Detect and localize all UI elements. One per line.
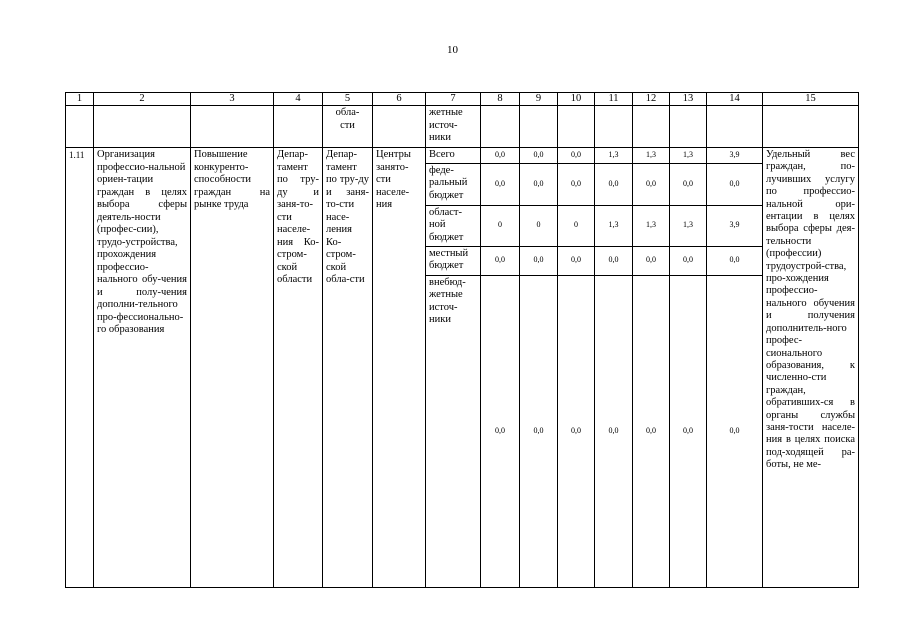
empty-cell	[274, 106, 323, 148]
value-cell: 0,0	[558, 246, 595, 275]
value-cell: 0,0	[633, 275, 670, 587]
header-cell: 8	[481, 93, 520, 106]
header-cell: 9	[520, 93, 558, 106]
header-cell: 10	[558, 93, 595, 106]
page-number: 10	[447, 44, 458, 56]
value-cell: 0,0	[595, 275, 633, 587]
value-cell: 0,0	[558, 275, 595, 587]
value-cell: 0,0	[481, 275, 520, 587]
event-cell: Организация профессио-нальной ориен-тации граждан в целях выбора сферы деятель-ности (профес-сии), трудо-устройства, прохождения профессио-нального обу-чения и полу-чения дополни-тельного про-фессионально-го образования	[94, 148, 191, 588]
value-cell: 0,0	[481, 148, 520, 164]
indicator-cell: Удельный вес граждан, по-лучивших услугу по профессио-нальной ори-ентации в целях выбора сферы дея-тельности (профессии) трудоустрой-ства, про-хождения профессио-нального обучения и получения дополнитель-ного профес-сионального образования, к численно-сти граждан, обративших-ся в органы службы заня-тости населе-ния в целях поиска под-ходящей ра-боты, не ме-	[763, 148, 859, 588]
header-row	[66, 93, 859, 106]
continuation-col5: обла- сти	[323, 106, 373, 148]
value-cell: 1,3	[633, 148, 670, 164]
value-cell: 1,3	[670, 205, 707, 246]
program-table	[65, 92, 859, 588]
continuation-col7: жетные источ- ники	[426, 106, 481, 148]
header-cell: 13	[670, 93, 707, 106]
value-cell: 0,0	[707, 246, 763, 275]
executor-cell: Депар-тамент по тру-ду и заня-то-сти населе-ния Ко-стром-ской области	[274, 148, 323, 588]
header-cell: 4	[274, 93, 323, 106]
header-cell: 1	[66, 93, 94, 106]
value-cell: 0,0	[520, 148, 558, 164]
value-cell: 0,0	[670, 246, 707, 275]
header-cell: 14	[707, 93, 763, 106]
value-cell: 0,0	[595, 163, 633, 205]
source-name: местный бюджет	[426, 246, 481, 275]
table-row	[66, 148, 859, 164]
value-cell: 0,0	[558, 163, 595, 205]
value-cell: 1,3	[595, 205, 633, 246]
value-cell: 0,0	[707, 275, 763, 587]
header-cell: 2	[94, 93, 191, 106]
header-cell: 5	[323, 93, 373, 106]
value-cell: 0,0	[481, 163, 520, 205]
source-name: Всего	[426, 148, 481, 164]
participants-cell: Центры занято-сти населе-ния	[373, 148, 426, 588]
empty-cell	[94, 106, 191, 148]
source-name: феде-ральный бюджет	[426, 163, 481, 205]
source-name: област-ной бюджет	[426, 205, 481, 246]
value-cell: 0,0	[633, 163, 670, 205]
value-cell: 0	[558, 205, 595, 246]
value-cell: 0	[520, 205, 558, 246]
value-cell: 0,0	[670, 275, 707, 587]
value-cell: 1,3	[595, 148, 633, 164]
value-cell: 0,0	[520, 163, 558, 205]
row-number: 1.11	[66, 148, 94, 588]
header-cell: 7	[426, 93, 481, 106]
value-cell: 0,0	[520, 275, 558, 587]
empty-cell	[66, 106, 94, 148]
header-cell: 15	[763, 93, 859, 106]
value-cell: 0	[481, 205, 520, 246]
value-cell: 3,9	[707, 205, 763, 246]
value-cell: 0,0	[558, 148, 595, 164]
value-cell: 0,0	[670, 163, 707, 205]
empty-cell	[191, 106, 274, 148]
value-cell: 0,0	[481, 246, 520, 275]
value-cell: 0,0	[520, 246, 558, 275]
goal-cell: Повышение конкуренто-способности граждан на рынке труда	[191, 148, 274, 588]
header-cell: 12	[633, 93, 670, 106]
value-cell: 0,0	[595, 246, 633, 275]
value-cell: 0,0	[707, 163, 763, 205]
coexecutor-cell: Депар-тамент по тру-ду и заня-то-сти насе-ления Ко-стром-ской обла-сти	[323, 148, 373, 588]
header-cell: 6	[373, 93, 426, 106]
value-cell: 0,0	[633, 246, 670, 275]
source-name: внебюд-жетные источ-ники	[426, 275, 481, 587]
value-cell: 1,3	[633, 205, 670, 246]
empty-cell	[373, 106, 426, 148]
header-cell: 3	[191, 93, 274, 106]
value-cell: 3,9	[707, 148, 763, 164]
header-cell: 11	[595, 93, 633, 106]
value-cell: 1,3	[670, 148, 707, 164]
continuation-row	[66, 106, 859, 148]
